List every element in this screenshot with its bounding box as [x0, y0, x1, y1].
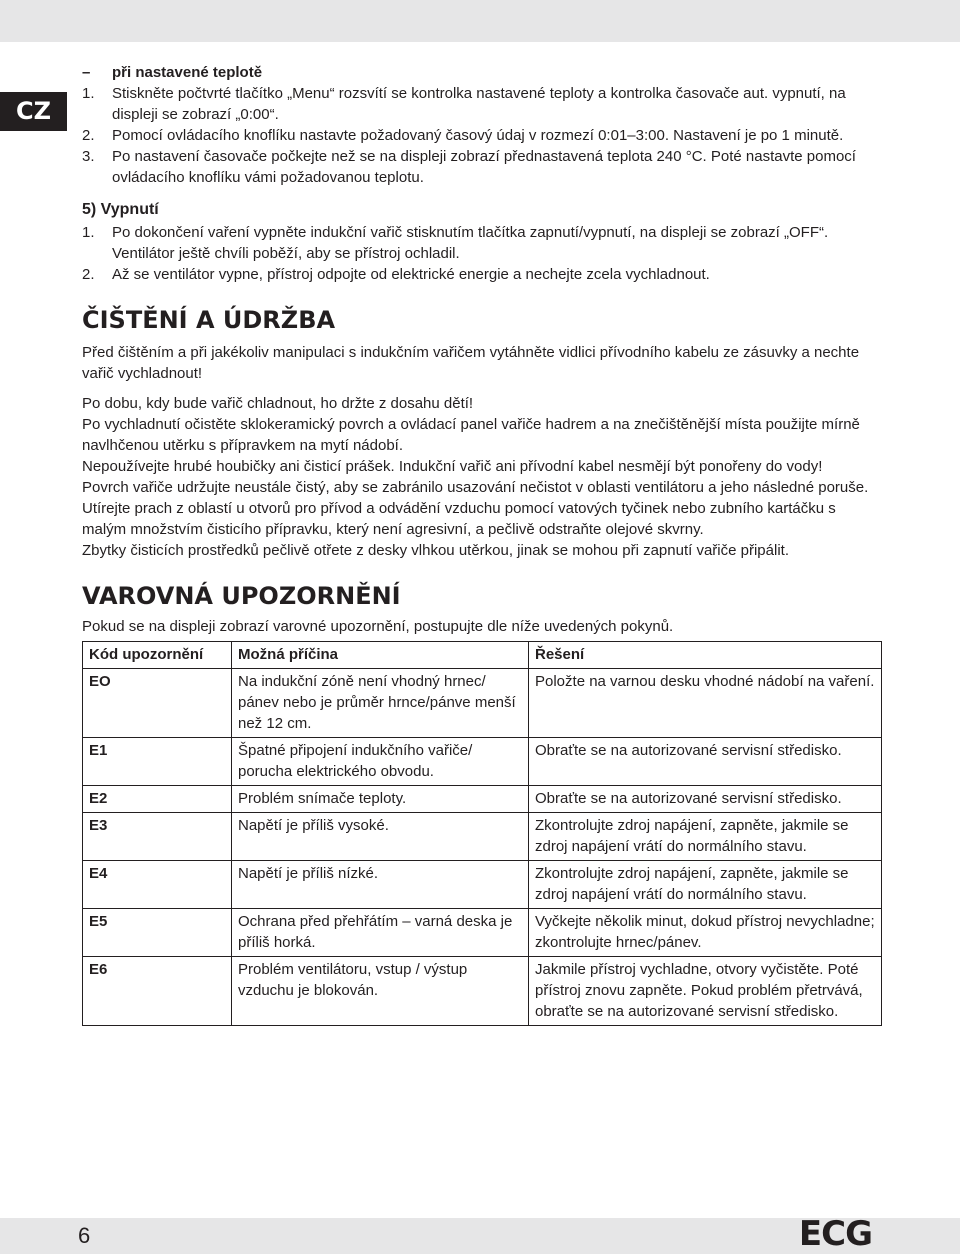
list-item-text: Stiskněte počtvrté tlačítko „Menu“ rozsvítí se kontrolka nastavené teploty a kontrolka časovače aut. vypnutí, na displeji se zobrazí „0:00“.: [112, 85, 846, 123]
table-row: [83, 909, 882, 957]
table-header-row: [83, 642, 882, 669]
column-header-cause: Možná příčina: [232, 642, 529, 669]
cause-cell: Na indukční zóně není vhodný hrnec/ pánev nebo je průměr hrnce/pánve menší než 12 cm.: [232, 669, 529, 738]
solution-cell: Položte na varnou desku vhodné nádobí na vaření.: [529, 669, 882, 738]
error-code-cell: E5: [83, 909, 232, 957]
list-item-number: 1.: [82, 85, 95, 102]
list-item: [82, 83, 882, 125]
cleaning-paragraph: Po dobu, kdy bude vařič chladnout, ho držte z dosahu dětí!: [82, 395, 474, 412]
table-row: [83, 669, 882, 738]
solution-cell: Jakmile přístroj vychladne, otvory vyčistěte. Poté přístroj znovu zapněte. Pokud problém přetrvává, obraťte se na autorizované servisní středisko.: [529, 957, 882, 1026]
header-bar: [0, 0, 960, 42]
error-code-cell: EO: [83, 669, 232, 738]
table-row: [83, 861, 882, 909]
solution-cell: Obraťte se na autorizované servisní středisko.: [529, 786, 882, 813]
column-header-code: Kód upozornění: [83, 642, 232, 669]
table-row: [83, 786, 882, 813]
list-item-text: Pomocí ovládacího knoflíku nastavte požadovaný časový údaj v rozmezí 0:01–3:00. Nastavení je po 1 minutě.: [112, 127, 844, 144]
error-code-cell: E2: [83, 786, 232, 813]
cleaning-paragraph: Povrch vařiče udržujte neustále čistý, aby se zabránilo usazování nečistot v oblasti ventilátoru a jeho následné poruše. Utírejte prach z oblastí u otvorů pro přívod a odvádění vzduchu pomocí vatových tyčinek nebo zubního kartáčku s malým množstvím čisticího přípravku, který není agresivní, a pečlivě odstraňte olejové skvrny.: [82, 479, 869, 538]
list-item-number: 3.: [82, 148, 95, 165]
cleaning-paragraph: Nepoužívejte hrubé houbičky ani čisticí prášek. Indukční vařič ani přívodní kabel nesmějí být ponořeny do vody!: [82, 458, 823, 475]
list-item: [82, 146, 882, 188]
list-item-text: Po nastavení časovače počkejte než se na displeji zobrazí přednastavená teplota 240 °C. Poté nastavte pomocí ovládacího knoflíku vámi požadovanou teplotu.: [112, 148, 856, 186]
error-code-cell: E3: [83, 813, 232, 861]
table-row: [83, 738, 882, 786]
cause-cell: Problém ventilátoru, vstup / výstup vzduchu je blokován.: [232, 957, 529, 1026]
cleaning-paragraph: Po vychladnutí očistěte sklokeramický povrch a ovládací panel vařiče hadrem a na znečištěnější místa použijte mírně navlhčenou utěrku s přípravkem na mytí nádobí.: [82, 416, 860, 454]
off-section-heading: 5) Vypnutí: [82, 201, 159, 218]
cleaning-title: ČIŠTĚNÍ A ÚDRŽBA: [82, 306, 336, 334]
list-item: [82, 264, 882, 285]
table-row: [83, 813, 882, 861]
list-item: [82, 222, 882, 264]
solution-cell: Zkontrolujte zdroj napájení, zapněte, jakmile se zdroj napájení vrátí do normálního stavu.: [529, 861, 882, 909]
cause-cell: Problém snímače teploty.: [232, 786, 529, 813]
cause-cell: Napětí je příliš vysoké.: [232, 813, 529, 861]
brand-logo: ECG: [798, 1214, 872, 1254]
warnings-title: VAROVNÁ UPOZORNĚNÍ: [82, 582, 401, 610]
list-item-text: Po dokončení vaření vypněte indukční vařič stisknutím tlačítka zapnutí/vypnutí, na displeji se zobrazí „OFF“. Ventilátor ještě chvíli poběží, aby se přístroj ochladil.: [112, 224, 829, 262]
solution-cell: Obraťte se na autorizované servisní středisko.: [529, 738, 882, 786]
list-item: [82, 125, 882, 146]
error-code-cell: E1: [83, 738, 232, 786]
page-content: [82, 62, 882, 1026]
cleaning-paragraph: Zbytky čisticích prostředků pečlivě otřete z desky vlhkou utěrkou, jinak se mohou při zapnutí vařiče připálit.: [82, 542, 789, 559]
column-header-solution: Řešení: [529, 642, 882, 669]
solution-cell: Vyčkejte několik minut, dokud přístroj nevychladne; zkontrolujte hrnec/pánev.: [529, 909, 882, 957]
cleaning-paragraph: Před čištěním a při jakékoliv manipulaci s indukčním vařičem vytáhněte vidlici přívodního kabelu ze zásuvky a nechte vařič vychladnout!: [82, 344, 860, 382]
solution-cell: Zkontrolujte zdroj napájení, zapněte, jakmile se zdroj napájení vrátí do normálního stavu.: [529, 813, 882, 861]
language-tab: CZ: [0, 92, 67, 131]
temp-section-heading-text: při nastavené teplotě: [112, 64, 263, 81]
table-row: [83, 957, 882, 1026]
list-item-number: 2.: [82, 127, 95, 144]
error-code-cell: E4: [83, 861, 232, 909]
page-number: 6: [78, 1223, 91, 1248]
cause-cell: Špatné připojení indukčního vařiče/ porucha elektrického obvodu.: [232, 738, 529, 786]
heading-dash: –: [82, 64, 91, 81]
warnings-table: [82, 641, 882, 1026]
warnings-intro: Pokud se na displeji zobrazí varovné upozornění, postupujte dle níže uvedených pokynů.: [82, 618, 674, 635]
list-item-number: 2.: [82, 266, 95, 283]
error-code-cell: E6: [83, 957, 232, 1026]
temp-section-heading: [82, 62, 882, 83]
cause-cell: Napětí je příliš nízké.: [232, 861, 529, 909]
list-item-number: 1.: [82, 224, 95, 241]
list-item-text: Až se ventilátor vypne, přístroj odpojte od elektrické energie a nechejte zcela vychladnout.: [112, 266, 710, 283]
cause-cell: Ochrana před přehřátím – varná deska je příliš horká.: [232, 909, 529, 957]
